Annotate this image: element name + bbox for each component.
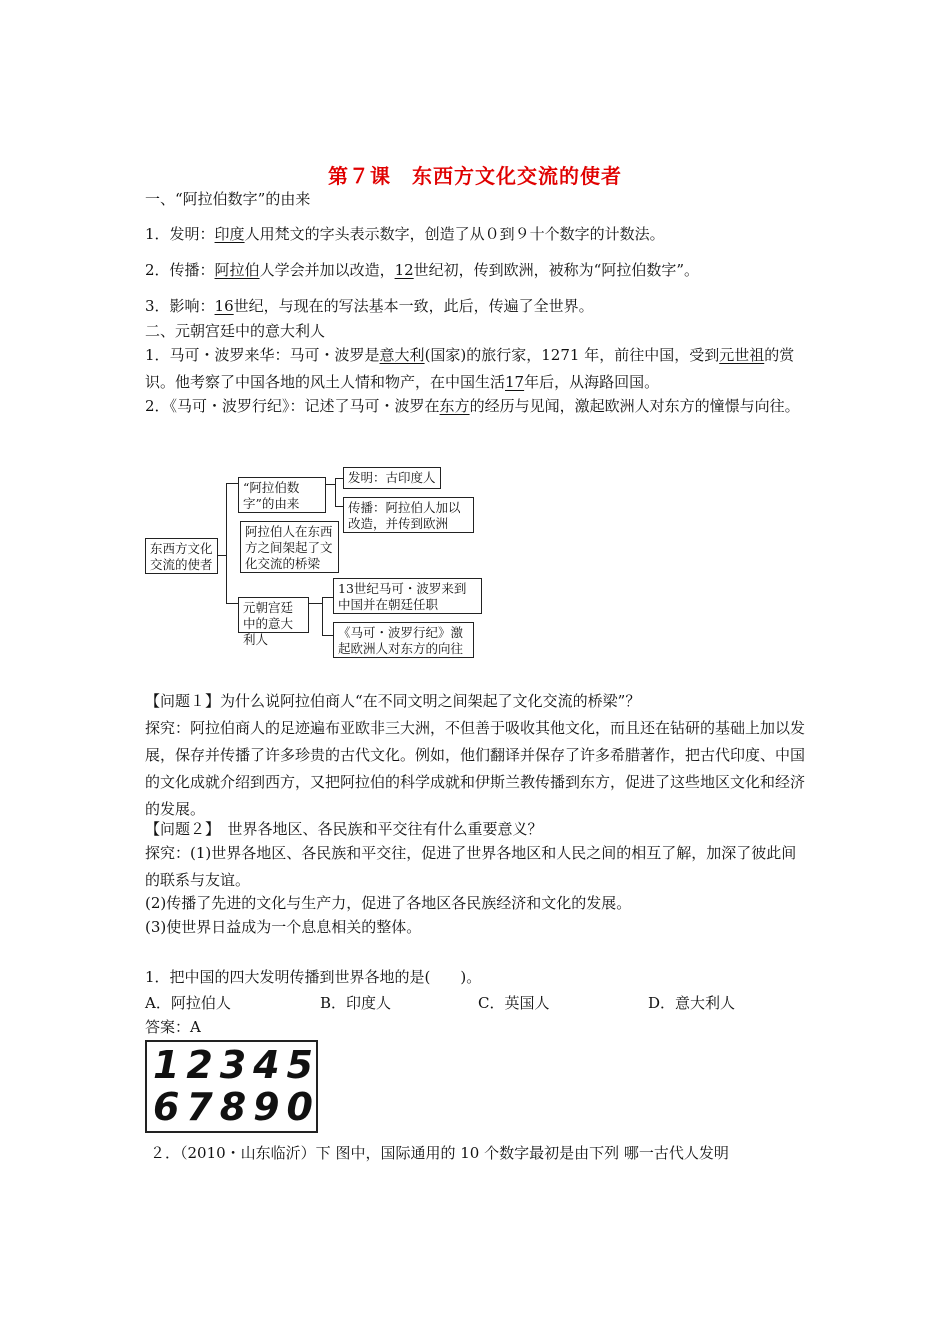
digit: 6: [153, 1085, 180, 1129]
connector: [322, 635, 333, 636]
digit: 8: [219, 1085, 247, 1129]
section1-heading: 一、“阿拉伯数字”的由来: [145, 190, 311, 208]
question2-answer-3: (3)使世界日益成为一个息息相关的整体。: [145, 918, 422, 936]
section1-item-invention: 1．发明：印度人用梵文的字头表示数字，创造了从０到９十个数字的计数法。: [145, 225, 665, 243]
connector: [309, 603, 322, 604]
diagram-root-node: 东西方文化交流的使者: [145, 538, 218, 574]
section2-item-marco-polo: 1．马可・波罗来华：马可・波罗是意大利(国家)的旅行家，1271 年，前往中国，受到元世祖的赏识。他考察了中国各地的风土人情和物产，在中国生活17年后，从海路回国。: [145, 346, 795, 391]
arabic-digits-image: [145, 1040, 318, 1133]
connector: [326, 484, 335, 485]
digit-row-2: [153, 1087, 313, 1127]
digit: 3: [219, 1043, 247, 1087]
connector: [335, 478, 343, 479]
digit-row-1: [153, 1045, 313, 1085]
diagram-invention-node: 发明：古印度人: [343, 467, 441, 489]
page-title: 第７课 东西方文化交流的使者: [328, 164, 622, 188]
question1: 【问题１】为什么说阿拉伯商人“在不同文明之间架起了文化交流的桥梁”？: [145, 692, 641, 710]
digit: 1: [153, 1043, 180, 1087]
exercise1-answer: 答案：A: [145, 1018, 201, 1036]
digit: 7: [186, 1085, 213, 1129]
connector: [322, 597, 323, 635]
exercise1-option-a: A．阿拉伯人: [145, 994, 231, 1012]
diagram-marco-polo-node: 13世纪马可・波罗来到中国并在朝廷任职: [333, 578, 482, 614]
section1-item-influence: 3．影响：16世纪，与现在的写法基本一致，此后，传遍了全世界。: [145, 297, 594, 315]
connector: [335, 478, 336, 506]
connector: [335, 506, 343, 507]
question2-answer-1: 探究：(1)世界各地区、各民族和平交往，促进了世界各地区和人民之间的相互了解，加深了彼此间的联系与友谊。: [145, 844, 797, 889]
digit: 2: [186, 1043, 213, 1087]
digit: 5: [286, 1043, 313, 1087]
connector: [226, 483, 238, 484]
question2: 【问题２】 世界各地区、各民族和平交往有什么重要意义？: [145, 820, 543, 838]
connector: [226, 603, 238, 604]
digit: 4: [253, 1043, 280, 1087]
diagram-origin-node: “阿拉伯数字”的由来: [238, 477, 326, 513]
diagram-yuan-node: 元朝宫廷中的意大利人: [238, 597, 309, 633]
exercise2-question: ２．（2010・山东临沂）下 图中，国际通用的 10 个数字最初是由下列 哪一古代人发明: [150, 1144, 729, 1162]
exercise1-question: 1．把中国的四大发明传播到世界各地的是( )。: [145, 968, 482, 986]
section2-heading: 二、元朝宫廷中的意大利人: [145, 322, 326, 340]
connector: [322, 597, 333, 598]
digit: 9: [253, 1085, 280, 1129]
question2-answer-2: (2)传播了先进的文化与生产力，促进了各地区各民族经济和文化的发展。: [145, 894, 632, 912]
digit: 0: [286, 1085, 313, 1129]
diagram-spread-node: 传播：阿拉伯人加以改造，并传到欧洲: [343, 497, 474, 533]
diagram-bridge-callout: 阿拉伯人在东西方之间架起了文化交流的桥梁: [240, 521, 339, 573]
section1-item-spread: 2．传播：阿拉伯人学会并加以改造，12世纪初，传到欧洲，被称为“阿拉伯数字”。: [145, 261, 700, 279]
question1-answer: 探究：阿拉伯商人的足迹遍布亚欧非三大洲，不但善于吸收其他文化，而且还在钻研的基础上加以发展，保存并传播了许多珍贵的古代文化。例如，他们翻译并保存了许多希腊著作，把古代印度、中国的文化成就介绍到西方，又把阿拉伯的科学成就和伊斯兰教传播到东方，促进了这些地区文化和经济的发展。: [145, 719, 806, 818]
connector: [218, 555, 226, 556]
section2-item-travels-book: 2．《马可・波罗行纪》：记述了马可・波罗在东方的经历与见闻，激起欧洲人对东方的憧憬与向往。: [145, 397, 800, 415]
exercise1-option-b: B．印度人: [320, 994, 392, 1012]
exercise1-option-c: C．英国人: [478, 994, 550, 1012]
connector: [226, 483, 227, 603]
exercise1-option-d: D．意大利人: [648, 994, 736, 1012]
diagram-travels-book-node: 《马可・波罗行纪》激起欧洲人对东方的向往: [333, 622, 474, 658]
